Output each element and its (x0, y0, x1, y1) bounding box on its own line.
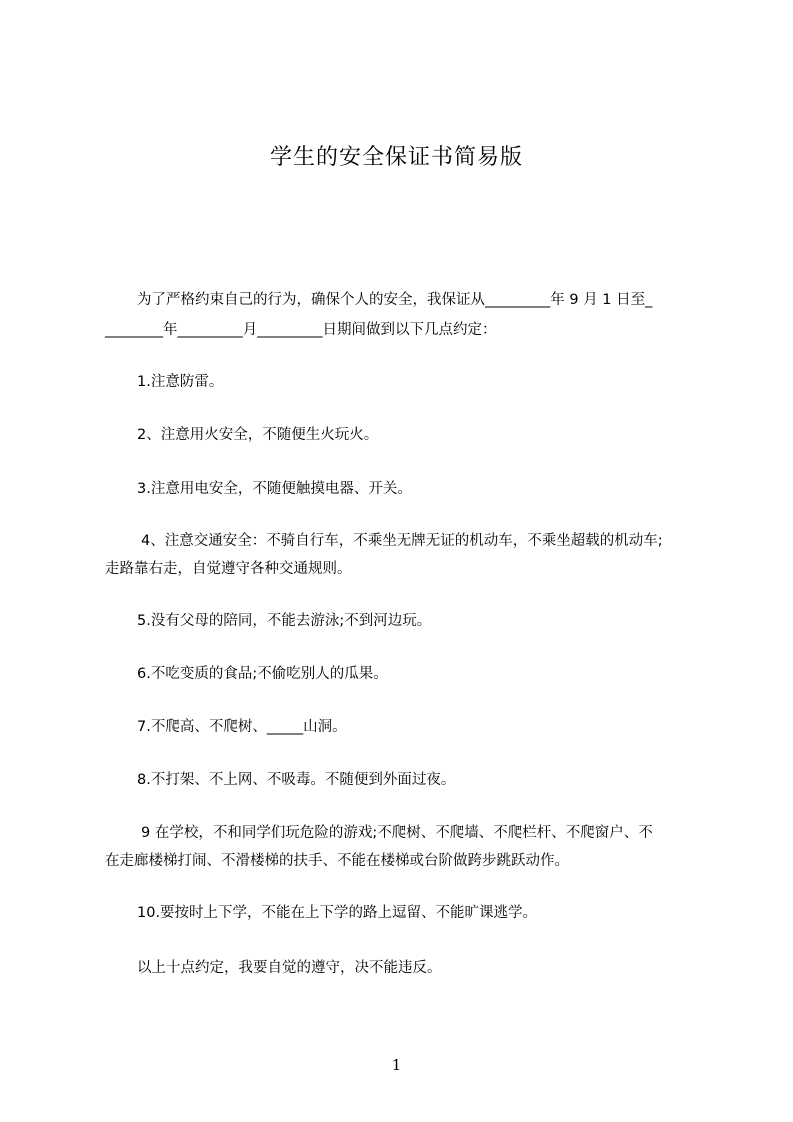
item-1: 1.注意防雷。 (137, 374, 224, 390)
item-2: 2、注意用火安全，不随便生火玩火。 (137, 427, 379, 443)
item-6: 6.不吃变质的食品;不偷吃别人的瓜果。 (137, 666, 388, 682)
item-9-line-2: 在走廊楼梯打闹、不滑楼梯的扶手、不能在楼梯或台阶做跨步跳跃动作。 (105, 853, 569, 869)
item-10: 10.要按时上下学，不能在上下学的路上逗留、不能旷课逃学。 (137, 905, 538, 921)
item-4-line-2: 走路靠右走，自觉遵守各种交通规则。 (105, 561, 352, 577)
document-title: 学生的安全保证书简易版 (269, 145, 523, 170)
item-3: 3.注意用电安全，不随便触摸电器、开关。 (137, 481, 412, 497)
intro-line-2: ________年_________月_________日期间做到以下几点约定： (105, 322, 497, 338)
intro-line-1: 为了严格约束自己的行为，确保个人的安全，我保证从_________年 9 月 1 日至_ (137, 292, 653, 308)
item-4-line-1: 4、注意交通安全：不骑自行车，不乘坐无牌无证的机动车，不乘坐超载的机动车; (141, 533, 663, 549)
item-5: 5.没有父母的陪同，不能去游泳;不到河边玩。 (137, 613, 432, 629)
page-number: 1 (391, 1056, 402, 1074)
item-9-line-1: 9 在学校，不和同学们玩危险的游戏;不爬树、不爬墙、不爬栏杆、不爬窗户、不 (141, 825, 653, 841)
item-7: 7.不爬高、不爬树、_____山洞。 (137, 719, 347, 735)
closing-statement: 以上十点约定，我要自觉的遵守，决不能违反。 (137, 960, 442, 976)
item-8: 8.不打架、不上网、不吸毒。不随便到外面过夜。 (137, 772, 456, 788)
